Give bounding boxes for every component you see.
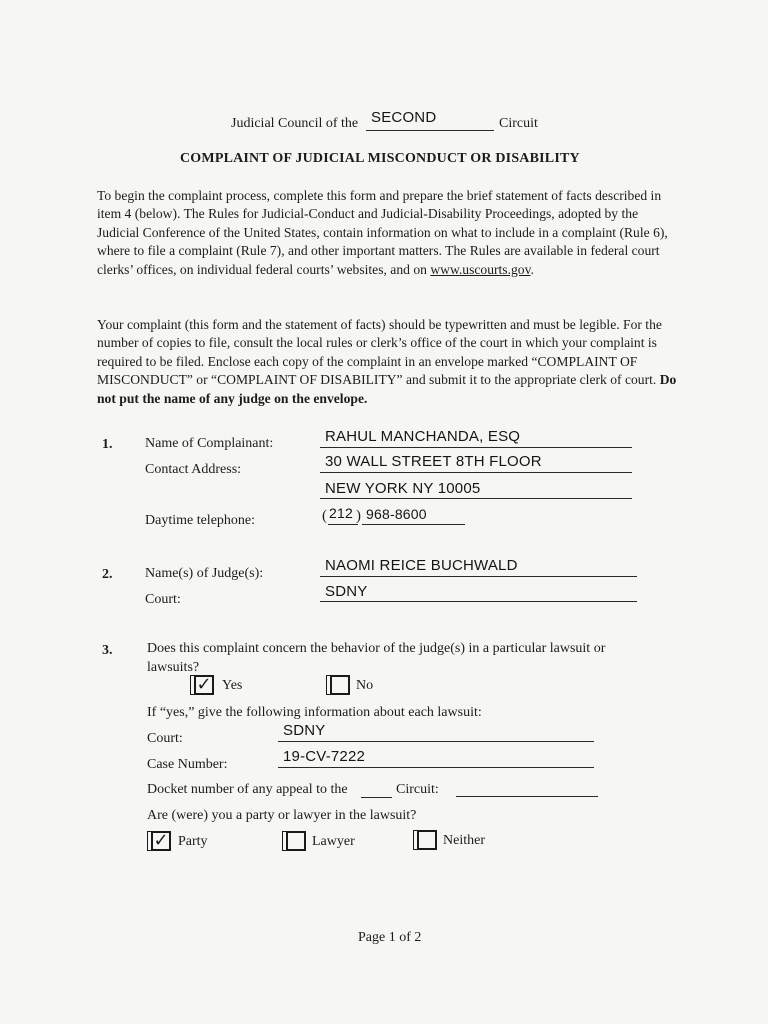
intro-period: .	[530, 261, 534, 277]
intro-paragraph-1	[97, 187, 677, 279]
phone-area-code-field[interactable]: 212	[329, 505, 353, 521]
docket-number-underline	[456, 796, 598, 797]
court-field[interactable]: SDNY	[325, 583, 368, 600]
address-line-2-underline	[320, 498, 632, 499]
form-title: COMPLAINT OF JUDICIAL MISCONDUCT OR DISABILITY	[180, 151, 580, 166]
judge-name-label: Name(s) of Judge(s):	[145, 566, 264, 581]
page-number: Page 1 of 2	[358, 930, 422, 945]
phone-area-underline	[328, 524, 358, 525]
phone-close-paren: )	[356, 508, 361, 524]
intro-text-2: Your complaint (this form and the statement of facts) should be typewritten and must be legible. For the number of copies to file, consult the local rules or clerk’s office of the court in which your complaint is required to be filed. Enclose each copy of the complaint in an envelope marked “COMPLAINT OF MISCONDUCT” or “COMPLAINT OF DISABILITY” and submit it to the appropriate clerk of court.	[97, 317, 662, 388]
case-number-label: Case Number:	[147, 757, 228, 772]
yes-checkbox[interactable]	[194, 675, 214, 695]
neither-label: Neither	[443, 833, 485, 848]
party-check-icon: ✓	[153, 830, 169, 851]
section-2-number: 2.	[102, 567, 113, 582]
lawsuit-court-field[interactable]: SDNY	[283, 722, 326, 739]
docket-circuit-underline	[361, 797, 392, 798]
circuit-suffix: Circuit	[499, 116, 538, 131]
contact-address-label: Contact Address:	[145, 462, 242, 477]
uscourts-link[interactable]: www.uscourts.gov	[430, 261, 531, 277]
docket-circuit-label: Circuit:	[396, 782, 439, 797]
docket-prefix-label: Docket number of any appeal to the	[147, 782, 348, 797]
complainant-name-underline	[320, 447, 632, 448]
no-label: No	[356, 678, 374, 693]
lawsuit-court-label: Court:	[147, 731, 183, 746]
lawyer-label: Lawyer	[312, 834, 355, 849]
council-prefix: Judicial Council of the	[231, 116, 359, 131]
if-yes-instruction: If “yes,” give the following information about each lawsuit:	[147, 705, 482, 720]
complainant-name-field[interactable]: RAHUL MANCHANDA, ESQ	[325, 428, 521, 445]
envelope-warning: Do not put the name of any judge on the envelope.	[97, 372, 677, 406]
party-question: Are (were) you a party or lawyer in the lawsuit?	[147, 808, 417, 823]
yes-label: Yes	[222, 678, 243, 693]
circuit-underline	[366, 130, 494, 131]
section-3-number: 3.	[102, 643, 113, 658]
address-line-2-field[interactable]: NEW YORK NY 10005	[325, 480, 481, 497]
party-label: Party	[178, 834, 208, 849]
section-1-number: 1.	[102, 437, 113, 452]
case-number-field[interactable]: 19-CV-7222	[283, 748, 366, 765]
intro-text-1: To begin the complaint process, complete this form and prepare the brief statement of facts described in item 4 (below). The Rules for Judicial-Conduct and Judicial-Disability Proceedings, adopted by the Judicial Conference of the United States, contain information on what to include in a complaint (Rule 6), where to file a complaint (Rule 7), and other important matters. The Rules are available in federal court clerks’ offices, on individual federal courts’ websites, and on	[97, 188, 668, 277]
intro-paragraph-2	[97, 316, 677, 408]
phone-number-underline	[362, 524, 465, 525]
circuit-field[interactable]: SECOND	[371, 109, 437, 126]
judge-name-field[interactable]: NAOMI REICE BUCHWALD	[325, 557, 518, 574]
neither-checkbox[interactable]	[417, 830, 437, 850]
phone-open-paren: (	[322, 508, 327, 524]
court-label: Court:	[145, 592, 181, 607]
address-line-1-field[interactable]: 30 WALL STREET 8TH FLOOR	[325, 453, 542, 470]
yes-check-icon: ✓	[196, 674, 212, 695]
address-line-1-underline	[320, 472, 632, 473]
lawsuit-question: Does this complaint concern the behavior of the judge(s) in a particular lawsuit or lawsuits?	[147, 641, 606, 675]
lawyer-checkbox[interactable]	[286, 831, 306, 851]
phone-number-field[interactable]: 968-8600	[366, 506, 427, 522]
complainant-name-label: Name of Complainant:	[145, 436, 274, 451]
daytime-telephone-label: Daytime telephone:	[145, 513, 256, 528]
judge-name-underline	[320, 576, 637, 577]
lawsuit-court-underline	[278, 741, 594, 742]
party-checkbox[interactable]	[151, 831, 171, 851]
court-underline	[320, 601, 637, 602]
no-checkbox[interactable]	[330, 675, 350, 695]
case-number-underline	[278, 767, 594, 768]
